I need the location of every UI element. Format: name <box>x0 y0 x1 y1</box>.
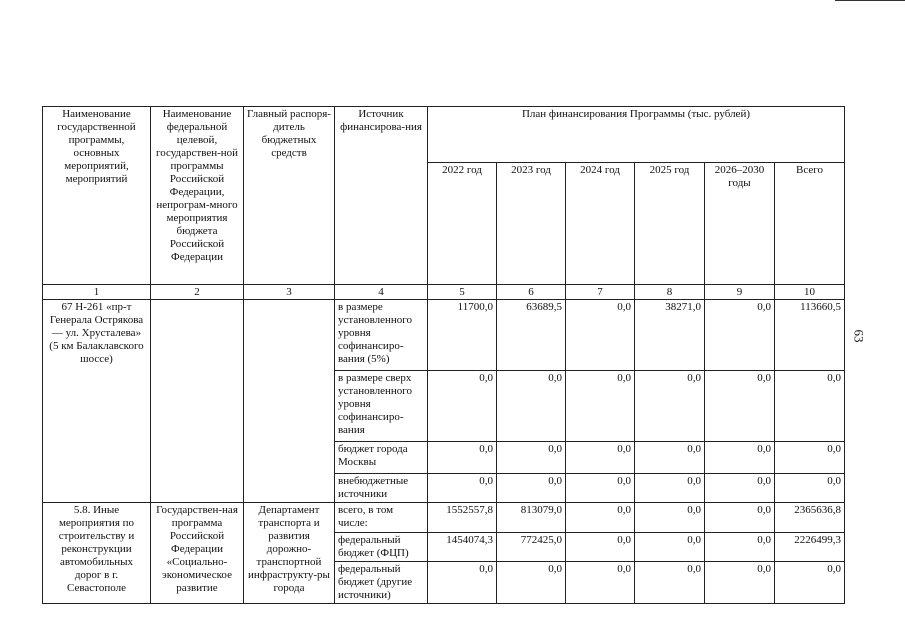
value-2025: 38271,0 <box>635 300 705 371</box>
header-year: 2025 год <box>635 163 705 285</box>
value-2024: 0,0 <box>566 562 635 604</box>
header-year: 2023 год <box>497 163 566 285</box>
header-federal-program: Наименование федеральной целевой, государствен-ной программы Российской Федерации, непрограм-много мероприятия бюджета Российской Федерации <box>151 107 244 285</box>
table-row <box>43 503 845 533</box>
column-index: 7 <box>566 285 635 300</box>
value-total: 113660,5 <box>775 300 845 371</box>
header-financing-plan: План финансирования Программы (тыс. рублей) <box>428 107 845 163</box>
column-index: 4 <box>335 285 428 300</box>
funding-source: бюджет города Москвы <box>335 442 428 474</box>
value-2022: 1454074,3 <box>428 533 497 562</box>
value-2025: 0,0 <box>635 503 705 533</box>
value-total: 0,0 <box>775 562 845 604</box>
value-2023: 0,0 <box>497 371 566 442</box>
header-budget-manager: Главный распоря-дитель бюджетных средств <box>244 107 335 285</box>
value-2022: 0,0 <box>428 562 497 604</box>
funding-source: в размере установленного уровня софинансиро-вания (5%) <box>335 300 428 371</box>
value-2026-2030: 0,0 <box>705 503 775 533</box>
value-2023: 813079,0 <box>497 503 566 533</box>
value-2024: 0,0 <box>566 371 635 442</box>
column-index: 9 <box>705 285 775 300</box>
value-2026-2030: 0,0 <box>705 562 775 604</box>
value-2025: 0,0 <box>635 533 705 562</box>
value-2023: 0,0 <box>497 562 566 604</box>
column-index: 8 <box>635 285 705 300</box>
value-2023: 63689,5 <box>497 300 566 371</box>
value-2025: 0,0 <box>635 474 705 503</box>
value-2025: 0,0 <box>635 371 705 442</box>
header-funding-source: Источник финансирова-ния <box>335 107 428 285</box>
value-2024: 0,0 <box>566 442 635 474</box>
header-year: 2024 год <box>566 163 635 285</box>
value-2024: 0,0 <box>566 503 635 533</box>
federal-program-cell: Государствен-ная программа Российской Федерации «Социально-экономическое развитие <box>151 503 244 604</box>
column-index: 10 <box>775 285 845 300</box>
value-2024: 0,0 <box>566 300 635 371</box>
value-2026-2030: 0,0 <box>705 533 775 562</box>
funding-source: федеральный бюджет (ФЦП) <box>335 533 428 562</box>
value-total: 2365636,8 <box>775 503 845 533</box>
column-index: 1 <box>43 285 151 300</box>
funding-source: в размере сверх установленного уровня софинансиро-вания <box>335 371 428 442</box>
value-2026-2030: 0,0 <box>705 442 775 474</box>
value-total: 2226499,3 <box>775 533 845 562</box>
funding-source: всего, в том числе: <box>335 503 428 533</box>
value-total: 0,0 <box>775 474 845 503</box>
column-index: 2 <box>151 285 244 300</box>
page-number: 63 <box>851 329 867 343</box>
value-2023: 772425,0 <box>497 533 566 562</box>
column-index-row <box>43 285 845 300</box>
value-2025: 0,0 <box>635 442 705 474</box>
value-2022: 1552557,8 <box>428 503 497 533</box>
value-2024: 0,0 <box>566 533 635 562</box>
funding-source: внебюджетные источники <box>335 474 428 503</box>
object-name: 67 Н-261 «пр-т Генерала Острякова — ул. Хрусталева» (5 км Балаклавского шоссе) <box>43 300 151 503</box>
column-index: 6 <box>497 285 566 300</box>
value-2026-2030: 0,0 <box>705 371 775 442</box>
header-program-name: Наименование государственной программы, основных мероприятий, мероприятий <box>43 107 151 285</box>
header-year: 2026–2030 годы <box>705 163 775 285</box>
table-row <box>43 300 845 371</box>
value-2022: 11700,0 <box>428 300 497 371</box>
value-2023: 0,0 <box>497 474 566 503</box>
value-total: 0,0 <box>775 442 845 474</box>
header-year: 2022 год <box>428 163 497 285</box>
top-rule <box>835 0 905 1</box>
value-2022: 0,0 <box>428 371 497 442</box>
federal-program-cell <box>151 300 244 503</box>
value-2022: 0,0 <box>428 442 497 474</box>
value-2025: 0,0 <box>635 562 705 604</box>
column-index: 5 <box>428 285 497 300</box>
value-2026-2030: 0,0 <box>705 474 775 503</box>
column-index: 3 <box>244 285 335 300</box>
budget-manager-cell <box>244 300 335 503</box>
value-2023: 0,0 <box>497 442 566 474</box>
financing-table <box>42 106 845 604</box>
value-2026-2030: 0,0 <box>705 300 775 371</box>
budget-manager-cell: Департамент транспорта и развития дорожно-транспортной инфраструкту-ры города <box>244 503 335 604</box>
value-total: 0,0 <box>775 371 845 442</box>
value-2022: 0,0 <box>428 474 497 503</box>
object-name: 5.8. Иные мероприятия по строительству и реконструкции автомобильных дорог в г. Севастополе <box>43 503 151 604</box>
funding-source: федеральный бюджет (другие источники) <box>335 562 428 604</box>
header-total: Всего <box>775 163 845 285</box>
value-2024: 0,0 <box>566 474 635 503</box>
